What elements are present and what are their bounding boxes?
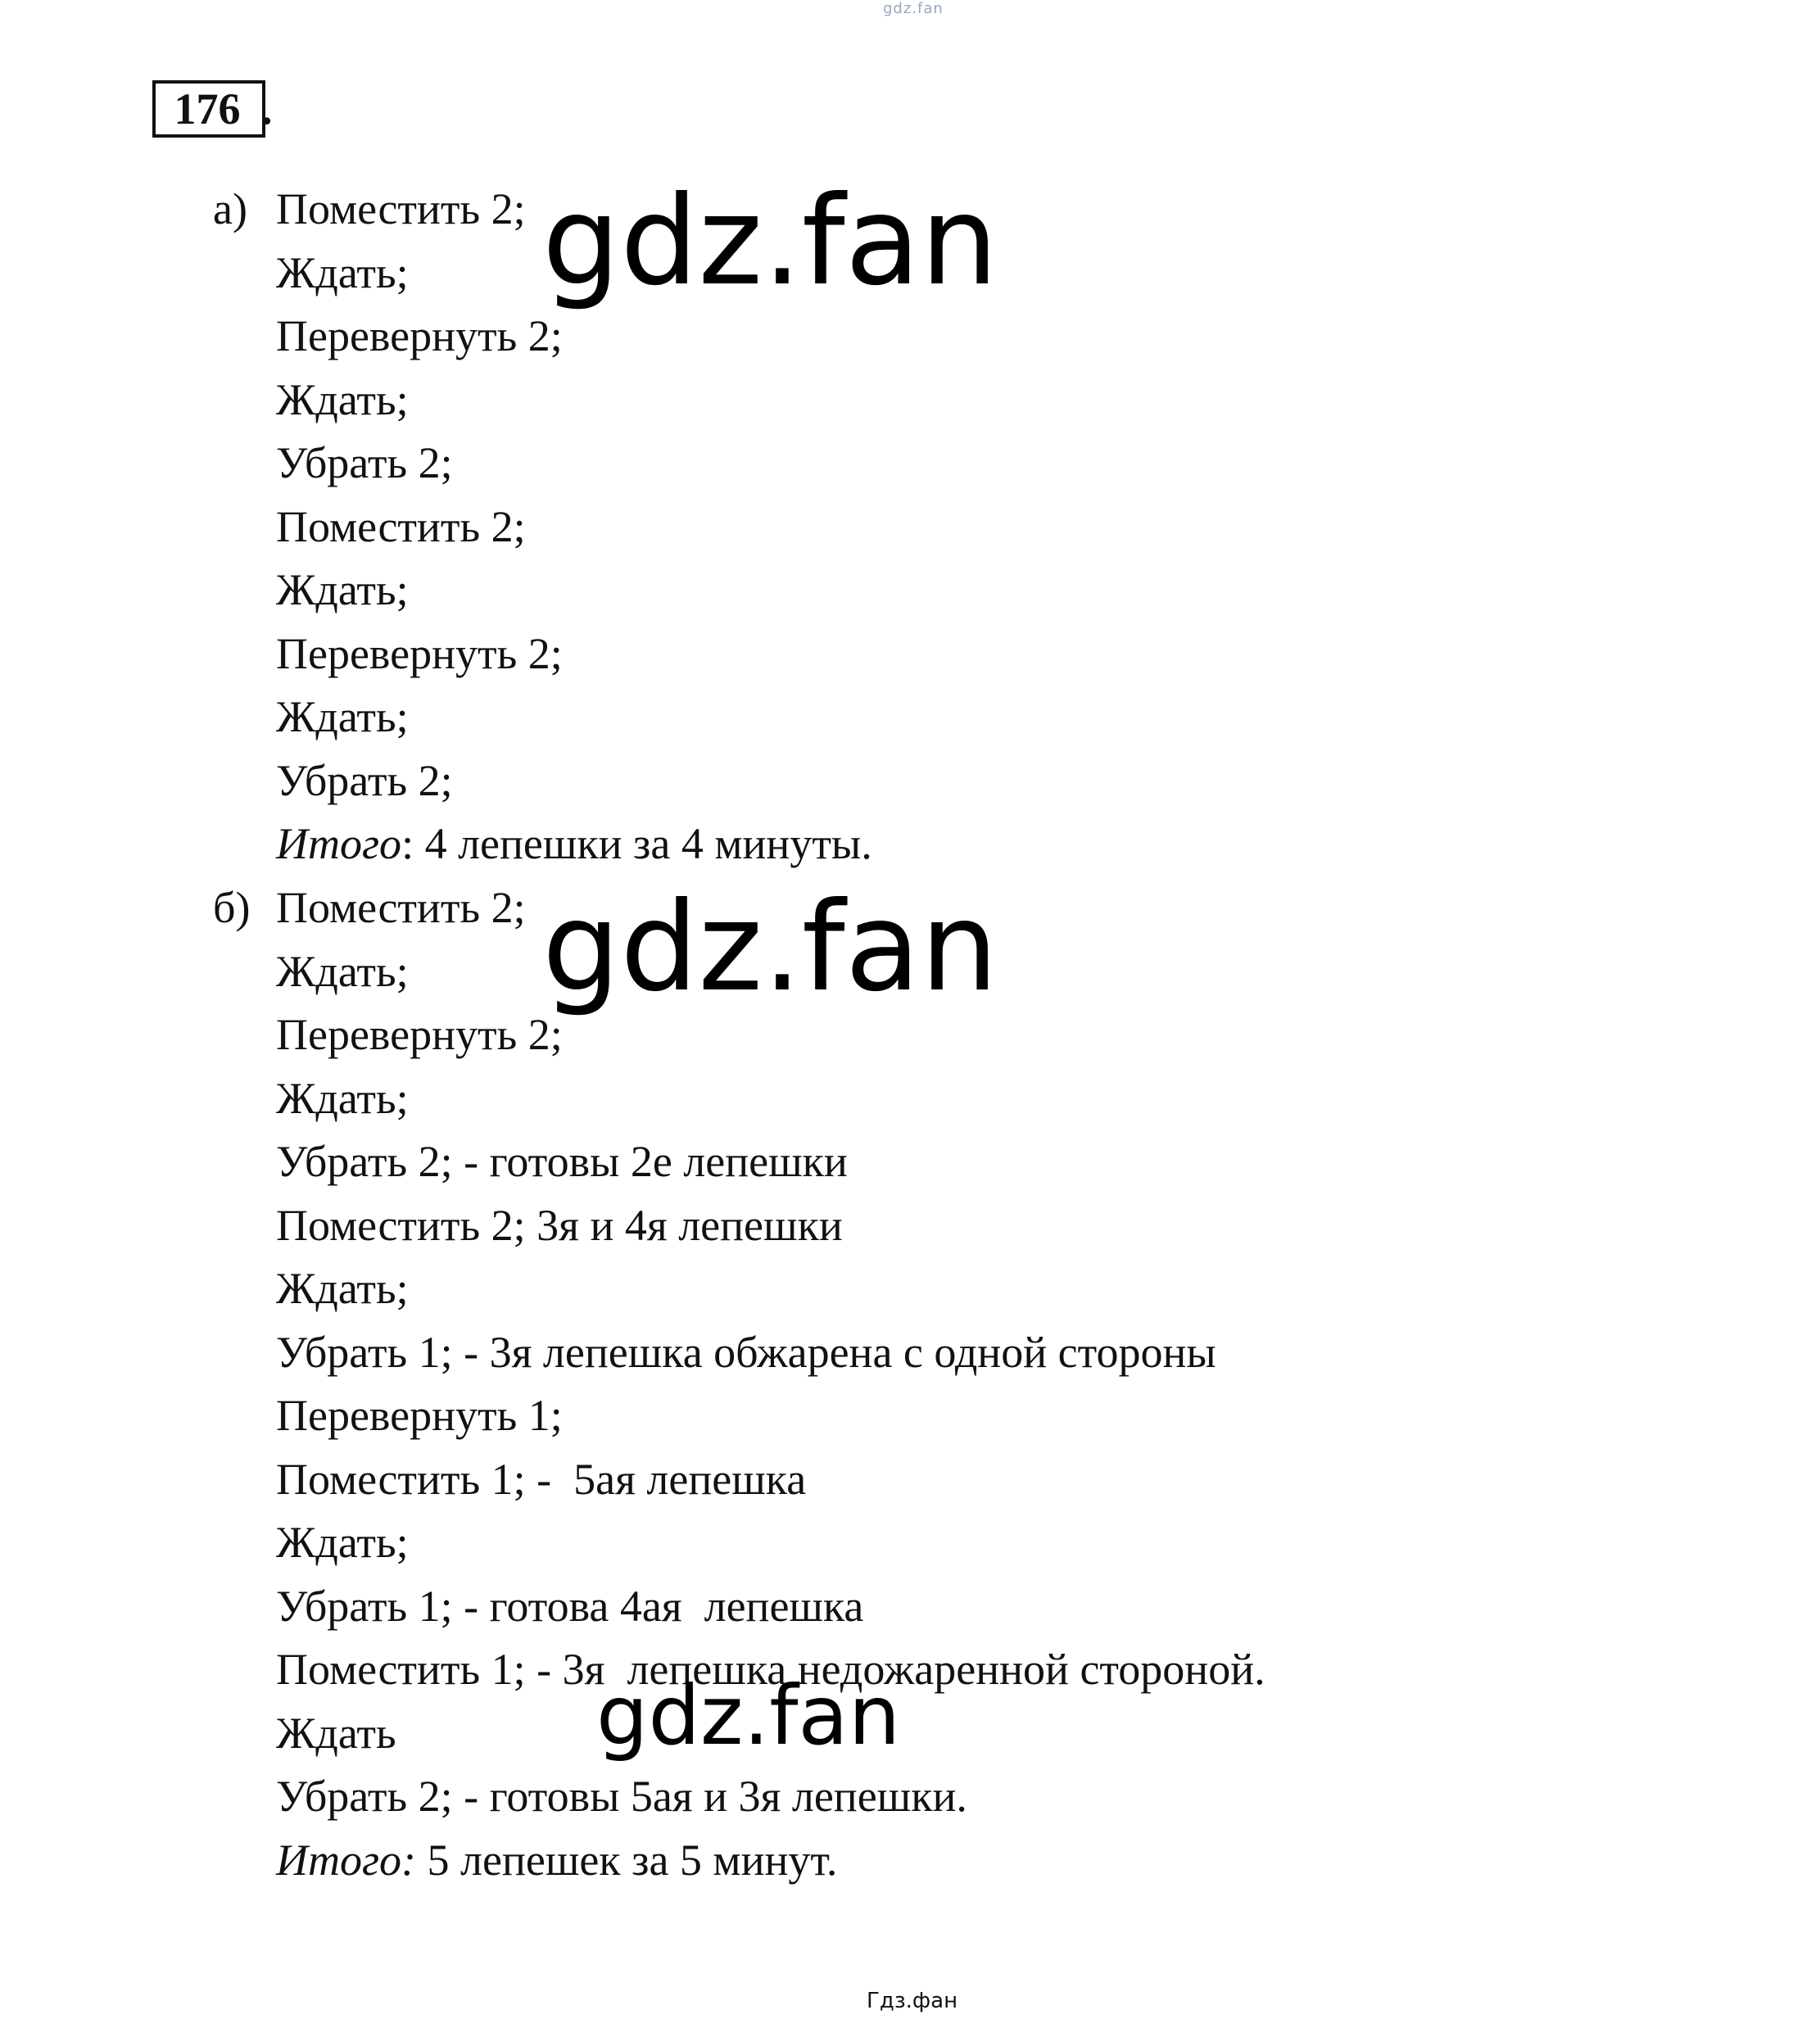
step-line: Поместить 1; - 5ая лепешка — [276, 1454, 807, 1504]
total-line-b — [276, 1829, 1265, 1893]
total-text: : 4 лепешки за 4 минуты. — [401, 819, 872, 868]
step-line: Поместить 2; — [276, 501, 526, 551]
step-line: Ждать — [276, 1708, 396, 1758]
problem-number: 176 — [174, 84, 241, 134]
step-line: Ждать; — [276, 565, 409, 614]
total-label: Итого: — [276, 1835, 417, 1885]
step-line: Перевернуть 2; — [276, 628, 563, 678]
step-line: Убрать 2; — [276, 438, 453, 487]
step-line: Перевернуть 1; — [276, 1391, 563, 1440]
top-watermark-text: gdz.fan — [883, 0, 944, 17]
step-line: Ждать; — [276, 374, 409, 424]
total-label: Итого — [276, 819, 402, 868]
watermark-text: gdz.fan — [596, 1668, 901, 1763]
footer-text: Гдз.фан — [867, 1989, 958, 2013]
step-line: Перевернуть 2; — [276, 311, 563, 360]
step-line: Убрать 2; - готовы 5ая и 3я лепешки. — [276, 1772, 967, 1821]
step-line: Убрать 2; - готовы 2е лепешки — [276, 1137, 848, 1186]
step-line: Убрать 1; - 3я лепешка обжарена с одной стороны — [276, 1327, 1216, 1377]
problem-number-dot: . — [261, 84, 273, 134]
section-b-marker: б) — [213, 883, 251, 932]
problem-number-box — [152, 80, 265, 138]
total-text: 5 лепешек за 5 минут. — [416, 1835, 838, 1885]
step-line: Убрать 2; — [276, 755, 453, 805]
step-line: Поместить 2; 3я и 4я лепешки — [276, 1200, 843, 1250]
step-line: Убрать 1; - готова 4ая лепешка — [276, 1581, 864, 1631]
step-line: Ждать; — [276, 946, 409, 996]
section-a-marker: а) — [213, 184, 247, 233]
step-line: Ждать; — [276, 692, 409, 741]
step-line: Перевернуть 2; — [276, 1010, 563, 1059]
step-line: Ждать; — [276, 1264, 409, 1313]
step-line: Поместить 2; — [276, 184, 526, 233]
step-line: Поместить 1; - 3я лепешка недожаренной стороной. — [276, 1645, 1265, 1694]
step-line: Ждать; — [276, 1073, 409, 1123]
watermark-text: gdz.fan — [542, 876, 998, 1019]
step-line: Поместить 2; — [276, 883, 526, 932]
total-line-a — [276, 813, 872, 876]
step-line: Ждать; — [276, 1518, 409, 1567]
step-line: Ждать; — [276, 247, 409, 297]
watermark-text: gdz.fan — [542, 170, 998, 313]
